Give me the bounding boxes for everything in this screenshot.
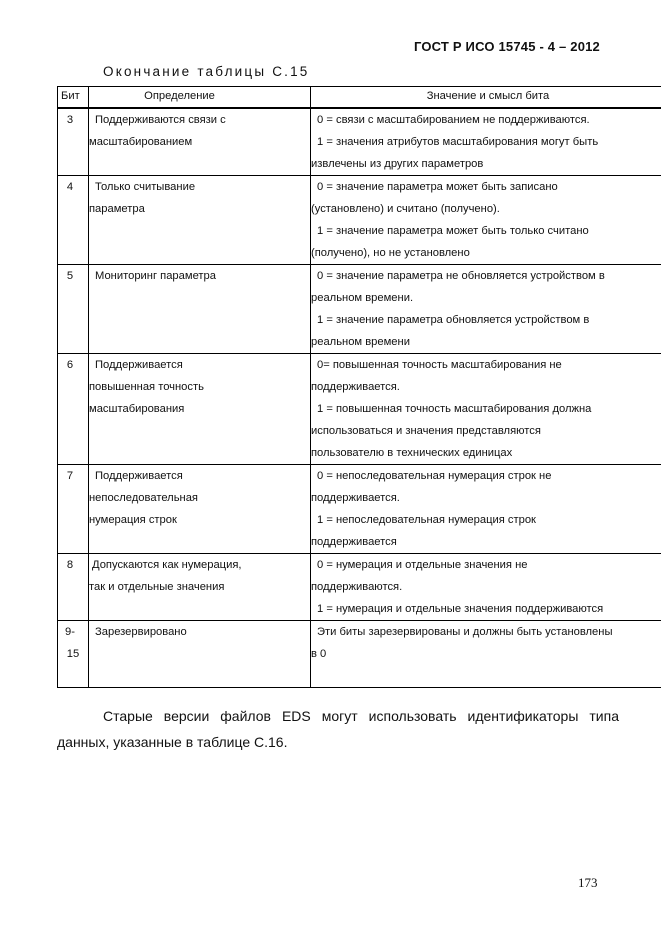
bit-cell: 6 <box>58 354 89 465</box>
definition-cell: Допускаются как нумерация, так и отдельные значения <box>89 554 311 621</box>
column-header-meaning: Значение и смысл бита <box>311 87 661 109</box>
meaning-cell: 0 = значение параметра не обновляется устройством в реальном времени. 1 = значение параметра обновляется устройством в реальном времени <box>311 265 661 354</box>
table-header-row <box>58 87 661 109</box>
paragraph-line: данных, указанные в таблице С.16. <box>57 734 288 750</box>
definition-cell: Только считывание параметра <box>89 176 311 265</box>
table-row <box>58 108 661 176</box>
body-paragraph <box>57 703 619 755</box>
bit-cell: 5 <box>58 265 89 354</box>
meaning-cell: Эти биты зарезервированы и должны быть установлены в 0 <box>311 621 661 688</box>
table-row <box>58 354 661 465</box>
definition-cell: Зарезервировано <box>89 621 311 688</box>
bit-cell: 8 <box>58 554 89 621</box>
column-header-bit: Бит <box>58 87 89 109</box>
column-header-definition: Определение <box>89 87 311 109</box>
table-row <box>58 621 661 688</box>
bit-cell: 3 <box>58 108 89 176</box>
bit-cell: 9- 15 <box>58 621 89 688</box>
meaning-cell: 0 = нумерация и отдельные значения не поддерживаются. 1 = нумерация и отдельные значения поддерживаются <box>311 554 661 621</box>
meaning-cell: 0 = связи с масштабированием не поддерживаются. 1 = значения атрибутов масштабирования могут быть извлечены из других параметров <box>311 108 661 176</box>
paragraph-line: Старые версии файлов EDS могут использовать идентификаторы типа <box>103 708 619 724</box>
bit-cell: 4 <box>58 176 89 265</box>
meaning-cell: 0 = значение параметра может быть записано (установлено) и считано (получено). 1 = значение параметра может быть только считано (получено), но не установлено <box>311 176 661 265</box>
table-row <box>58 465 661 554</box>
definition-cell: Поддерживается повышенная точность масштабирования <box>89 354 311 465</box>
meaning-cell: 0 = непоследовательная нумерация строк не поддерживается. 1 = непоследовательная нумерация строк поддерживается <box>311 465 661 554</box>
document-id: ГОСТ Р ИСО 15745 - 4 – 2012 <box>413 39 600 54</box>
definition-cell: Поддерживаются связи с масштабированием <box>89 108 311 176</box>
bit-cell: 7 <box>58 465 89 554</box>
meaning-cell: 0= повышенная точность масштабирования не поддерживается. 1 = повышенная точность масштабирования должна использоваться и значения представляются пользователю в технических единицах <box>311 354 661 465</box>
table-row <box>58 554 661 621</box>
page-number: 173 <box>578 875 598 890</box>
definition-cell: Мониторинг параметра <box>89 265 311 354</box>
table-caption: Окончание таблицы С.15 <box>103 64 310 79</box>
table-row <box>58 265 661 354</box>
bit-definition-table <box>57 86 661 688</box>
table-row <box>58 176 661 265</box>
definition-cell: Поддерживается непоследовательная нумерация строк <box>89 465 311 554</box>
